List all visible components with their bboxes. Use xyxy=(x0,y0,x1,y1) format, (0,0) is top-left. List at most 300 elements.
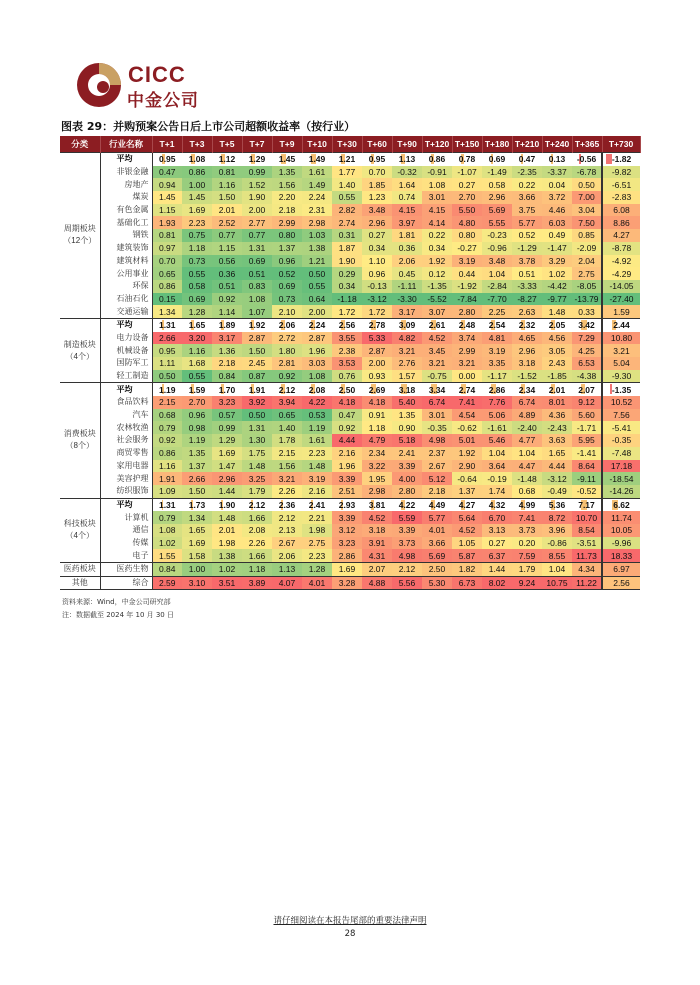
average-cell xyxy=(272,383,302,396)
heatmap-cell: 18.33 xyxy=(602,549,640,562)
industry-name: 国防军工 xyxy=(100,357,152,370)
table-row xyxy=(60,524,640,537)
heatmap-cell: -27.40 xyxy=(602,293,640,306)
heatmap-cell: -0.35 xyxy=(422,421,452,434)
heatmap-cell: 0.95 xyxy=(152,344,182,357)
heatmap-cell: 4.77 xyxy=(512,434,542,447)
heatmap-cell: 1.57 xyxy=(392,370,422,383)
heatmap-cell: 0.73 xyxy=(272,293,302,306)
heatmap-cell: -1.29 xyxy=(512,242,542,255)
heatmap-cell: 5.77 xyxy=(422,511,452,524)
heatmap-cell: 3.21 xyxy=(602,344,640,357)
table-row xyxy=(60,280,640,293)
heatmap-cell: 1.05 xyxy=(452,537,482,550)
heatmap-cell: 6.08 xyxy=(602,204,640,217)
table-header-row xyxy=(60,136,640,153)
average-value: 2.08 xyxy=(308,384,326,395)
average-value: 1.45 xyxy=(278,154,296,165)
header-t-180: T+180 xyxy=(482,136,512,153)
average-cell xyxy=(212,153,242,166)
heatmap-cell: 1.69 xyxy=(182,537,212,550)
average-cell xyxy=(332,383,362,396)
heatmap-cell: 1.03 xyxy=(302,229,332,242)
heatmap-cell: 0.79 xyxy=(152,421,182,434)
average-cell xyxy=(182,153,212,166)
heatmap-cell: 0.47 xyxy=(152,166,182,179)
heatmap-cell: -6.51 xyxy=(602,178,640,191)
heatmap-cell: 5.60 xyxy=(572,409,602,422)
heatmap-cell: 5.18 xyxy=(392,434,422,447)
heatmap-cell: 0.68 xyxy=(152,409,182,422)
heatmap-cell: 1.78 xyxy=(272,434,302,447)
heatmap-cell: 1.09 xyxy=(152,485,182,498)
logo-text-en: CICC xyxy=(128,62,186,87)
table-row xyxy=(60,344,640,357)
heatmap-cell: 0.50 xyxy=(152,370,182,383)
average-cell xyxy=(302,498,332,511)
heatmap-cell: 3.63 xyxy=(542,434,572,447)
average-cell xyxy=(242,383,272,396)
heatmap-cell: 4.52 xyxy=(362,511,392,524)
average-cell xyxy=(512,383,542,396)
heatmap-cell: 2.13 xyxy=(272,524,302,537)
table-row xyxy=(60,242,640,255)
average-cell xyxy=(302,318,332,331)
heatmap-cell: 0.50 xyxy=(242,409,272,422)
heatmap-cell: 1.87 xyxy=(332,242,362,255)
average-value: 2.54 xyxy=(488,320,506,331)
heatmap-cell: 2.52 xyxy=(212,216,242,229)
header-t-150: T+150 xyxy=(452,136,482,153)
heatmap-cell: 2.20 xyxy=(272,191,302,204)
average-value: 2.05 xyxy=(548,320,566,331)
average-cell xyxy=(542,383,572,396)
heatmap-cell: 4.01 xyxy=(302,576,332,590)
heatmap-cell: 1.04 xyxy=(542,563,572,577)
category-label: 医药板块 xyxy=(60,563,100,577)
heatmap-cell: 3.21 xyxy=(272,472,302,485)
average-cell xyxy=(452,153,482,166)
heatmap-cell: -0.23 xyxy=(482,229,512,242)
industry-name: 机械设备 xyxy=(100,344,152,357)
table-row xyxy=(60,511,640,524)
heatmap-cell: 1.04 xyxy=(482,447,512,460)
average-cell xyxy=(182,383,212,396)
heatmap-cell: 2.81 xyxy=(272,357,302,370)
heatmap-cell: 5.95 xyxy=(572,434,602,447)
heatmap-cell: 1.45 xyxy=(182,191,212,204)
heatmap-cell: 0.55 xyxy=(332,191,362,204)
table-row xyxy=(60,485,640,498)
heatmap-cell: 3.73 xyxy=(392,537,422,550)
heatmap-cell: 0.50 xyxy=(572,178,602,191)
heatmap-cell: 0.96 xyxy=(362,267,392,280)
heatmap-cell: 0.52 xyxy=(512,229,542,242)
industry-name: 公用事业 xyxy=(100,267,152,280)
heatmap-cell: 1.75 xyxy=(242,447,272,460)
average-value: 2.24 xyxy=(308,320,326,331)
category-label: 消费板块 （8个） xyxy=(60,383,100,498)
heatmap-cell: 0.80 xyxy=(272,229,302,242)
heatmap-cell: 1.21 xyxy=(302,255,332,268)
heatmap-cell: 1.18 xyxy=(242,563,272,577)
heatmap-cell: 3.35 xyxy=(482,357,512,370)
industry-name: 汽车 xyxy=(100,409,152,422)
average-value: 0.95 xyxy=(368,154,386,165)
heatmap-cell: 4.82 xyxy=(392,332,422,345)
table-row xyxy=(60,370,640,383)
heatmap-cell: 1.44 xyxy=(482,563,512,577)
average-value: 0.95 xyxy=(158,154,176,165)
heatmap-cell: -3.30 xyxy=(392,293,422,306)
average-value: 1.29 xyxy=(248,154,266,165)
heatmap-cell: 0.69 xyxy=(272,280,302,293)
heatmap-cell: 2.96 xyxy=(212,472,242,485)
heatmap-cell: 0.44 xyxy=(452,267,482,280)
heatmap-cell: -0.86 xyxy=(542,537,572,550)
heatmap-cell: -9.30 xyxy=(602,370,640,383)
heatmap-cell: 0.96 xyxy=(272,255,302,268)
heatmap-cell: -18.54 xyxy=(602,472,640,485)
heatmap-cell: 1.15 xyxy=(152,204,182,217)
heatmap-cell: -1.85 xyxy=(542,370,572,383)
heatmap-cell: 1.91 xyxy=(152,472,182,485)
average-cell xyxy=(182,498,212,511)
figure-title: 图表 29：并购预案公告日后上市公司超额收益率（按行业） xyxy=(61,120,356,133)
heatmap-cell: 3.18 xyxy=(362,524,392,537)
heatmap-cell: 0.00 xyxy=(452,370,482,383)
header-t-3: T+3 xyxy=(182,136,212,153)
heatmap-cell: 8.01 xyxy=(542,396,572,409)
heatmap-cell: -7.84 xyxy=(452,293,482,306)
heatmap-cell: 1.08 xyxy=(302,370,332,383)
heatmap-cell: 0.86 xyxy=(152,447,182,460)
average-cell xyxy=(242,318,272,331)
heatmap-cell: 5.01 xyxy=(452,434,482,447)
heatmap-cell: 0.86 xyxy=(152,280,182,293)
heatmap-cell: 0.51 xyxy=(512,267,542,280)
average-label: 平均 xyxy=(100,498,152,511)
heatmap-cell: 2.15 xyxy=(272,447,302,460)
heatmap-cell: 1.48 xyxy=(242,460,272,473)
average-cell xyxy=(482,383,512,396)
heatmap-cell: 4.56 xyxy=(542,332,572,345)
heatmap-cell: 1.02 xyxy=(542,267,572,280)
average-value: 1.73 xyxy=(188,499,206,510)
heatmap-cell: -0.13 xyxy=(362,280,392,293)
heatmap-cell: 1.35 xyxy=(392,409,422,422)
average-value: 1.12 xyxy=(218,154,236,165)
heatmap-cell: 1.50 xyxy=(242,344,272,357)
heatmap-cell: 3.23 xyxy=(212,396,242,409)
table-row xyxy=(60,191,640,204)
heatmap-cell: 3.17 xyxy=(392,305,422,318)
heatmap-cell: 4.36 xyxy=(542,409,572,422)
heatmap-cell: 3.39 xyxy=(332,472,362,485)
industry-name: 电子 xyxy=(100,549,152,562)
heatmap-cell: 0.68 xyxy=(512,485,542,498)
heatmap-cell: 0.20 xyxy=(512,537,542,550)
heatmap-cell: 3.19 xyxy=(452,255,482,268)
table-row xyxy=(60,229,640,242)
heatmap-cell: 5.56 xyxy=(392,576,422,590)
heatmap-cell: 10.80 xyxy=(602,332,640,345)
heatmap-cell: 1.92 xyxy=(422,255,452,268)
heatmap-cell: 5.40 xyxy=(392,396,422,409)
average-value: 0.47 xyxy=(518,154,536,165)
heatmap-cell: -4.92 xyxy=(602,255,640,268)
heatmap-cell: 3.64 xyxy=(482,460,512,473)
heatmap-cell: 4.27 xyxy=(602,229,640,242)
header-t-240: T+240 xyxy=(542,136,572,153)
heatmap-cell: 1.28 xyxy=(302,563,332,577)
heatmap-cell: 1.56 xyxy=(272,460,302,473)
average-cell xyxy=(332,318,362,331)
heatmap-cell: 1.48 xyxy=(302,460,332,473)
average-value: -1.35 xyxy=(611,384,632,395)
heatmap-cell: -1.71 xyxy=(572,421,602,434)
average-value: 1.89 xyxy=(218,320,236,331)
heatmap-cell: 1.74 xyxy=(482,485,512,498)
heatmap-cell: 3.21 xyxy=(392,344,422,357)
heatmap-cell: 4.34 xyxy=(572,563,602,577)
heatmap-cell: -2.40 xyxy=(512,421,542,434)
heatmap-cell: 2.96 xyxy=(482,191,512,204)
heatmap-cell: 4.79 xyxy=(362,434,392,447)
heatmap-cell: -3.12 xyxy=(542,472,572,485)
heatmap-cell: 1.13 xyxy=(272,563,302,577)
heatmap-cell: 3.48 xyxy=(482,255,512,268)
industry-name: 综合 xyxy=(100,576,152,590)
average-cell xyxy=(272,153,302,166)
heatmap-cell: 8.55 xyxy=(542,549,572,562)
table-row xyxy=(60,267,640,280)
heatmap-cell: 1.52 xyxy=(242,178,272,191)
heatmap-cell: -0.49 xyxy=(542,485,572,498)
heatmap-cell: 1.61 xyxy=(302,166,332,179)
heatmap-cell: 5.69 xyxy=(482,204,512,217)
heatmap-cell: 1.04 xyxy=(482,267,512,280)
heatmap-cell: 3.66 xyxy=(422,537,452,550)
legal-disclaimer-link[interactable] xyxy=(0,914,700,926)
average-cell xyxy=(542,153,572,166)
heatmap-cell: 2.41 xyxy=(392,447,422,460)
average-value: 4.22 xyxy=(398,499,416,510)
average-cell xyxy=(152,153,182,166)
heatmap-cell: 2.04 xyxy=(572,255,602,268)
heatmap-cell: 2.96 xyxy=(362,216,392,229)
heatmap-cell: 2.76 xyxy=(392,357,422,370)
average-value: -0.56 xyxy=(576,154,597,165)
heatmap-cell: -1.61 xyxy=(482,421,512,434)
average-value: 2.12 xyxy=(278,384,296,395)
heatmap-cell: 1.00 xyxy=(182,178,212,191)
heatmap-cell: 1.19 xyxy=(182,434,212,447)
heatmap-cell: 2.70 xyxy=(182,396,212,409)
heatmap-cell: 1.79 xyxy=(242,485,272,498)
heatmap-cell: 0.69 xyxy=(242,255,272,268)
heatmap-cell: 0.90 xyxy=(392,421,422,434)
heatmap-cell: 1.92 xyxy=(452,447,482,460)
heatmap-cell: 1.98 xyxy=(212,537,242,550)
header-industry: 行业名称 xyxy=(100,136,152,153)
heatmap-cell: 6.53 xyxy=(572,357,602,370)
average-cell xyxy=(512,318,542,331)
heatmap-cell: -9.77 xyxy=(542,293,572,306)
heatmap-cell: 0.93 xyxy=(362,370,392,383)
heatmap-cell: -0.27 xyxy=(452,242,482,255)
average-cell xyxy=(542,498,572,511)
heatmap-cell: 1.69 xyxy=(182,204,212,217)
average-value: 5.36 xyxy=(548,499,566,510)
heatmap-cell: -0.62 xyxy=(452,421,482,434)
heatmap-cell: 0.45 xyxy=(392,267,422,280)
heatmap-cell: 5.55 xyxy=(482,216,512,229)
heatmap-cell: 3.12 xyxy=(332,524,362,537)
heatmap-cell: 0.99 xyxy=(242,166,272,179)
heatmap-cell: -3.12 xyxy=(362,293,392,306)
heatmap-cell: -1.17 xyxy=(482,370,512,383)
average-value: 2.86 xyxy=(488,384,506,395)
heatmap-cell: 1.36 xyxy=(212,344,242,357)
heatmap-cell: -7.70 xyxy=(482,293,512,306)
average-value: -1.82 xyxy=(611,154,632,165)
table-row xyxy=(60,332,640,345)
average-cell xyxy=(422,498,452,511)
average-cell xyxy=(602,498,640,511)
heatmap-cell: 0.49 xyxy=(542,229,572,242)
average-value: 1.08 xyxy=(188,154,206,165)
heatmap-cell: 1.08 xyxy=(422,178,452,191)
heatmap-cell: -3.37 xyxy=(542,166,572,179)
table-row xyxy=(60,216,640,229)
heatmap-cell: 4.46 xyxy=(542,204,572,217)
table-row xyxy=(60,549,640,562)
heatmap-cell: 1.29 xyxy=(212,434,242,447)
table-row xyxy=(60,576,640,590)
heatmap-cell: 1.61 xyxy=(302,434,332,447)
source-note: 资料来源：Wind，中金公司研究部 xyxy=(62,598,171,606)
heatmap-cell: 1.44 xyxy=(212,485,242,498)
heatmap-cell: 1.31 xyxy=(242,242,272,255)
table-row xyxy=(60,460,640,473)
average-cell xyxy=(242,498,272,511)
heatmap-cell: 0.85 xyxy=(572,229,602,242)
heatmap-cell: 3.73 xyxy=(512,524,542,537)
heatmap-cell: 11.73 xyxy=(572,549,602,562)
average-value: 2.01 xyxy=(548,384,566,395)
heatmap-cell: 1.16 xyxy=(152,460,182,473)
average-row xyxy=(60,318,640,331)
average-cell xyxy=(392,383,422,396)
heatmap-cell: 1.59 xyxy=(602,305,640,318)
average-cell xyxy=(512,153,542,166)
table-row xyxy=(60,472,640,485)
heatmap-cell: 2.96 xyxy=(512,344,542,357)
average-cell xyxy=(542,318,572,331)
heatmap-cell: 2.26 xyxy=(272,485,302,498)
heatmap-cell: 4.44 xyxy=(542,460,572,473)
heatmap-cell: 2.07 xyxy=(362,563,392,577)
header-t-210: T+210 xyxy=(512,136,542,153)
table-row xyxy=(60,563,640,577)
category-label: 制造板块 （4个） xyxy=(60,318,100,382)
average-cell xyxy=(422,383,452,396)
heatmap-cell: 0.34 xyxy=(422,242,452,255)
heatmap-cell: 1.40 xyxy=(332,178,362,191)
heatmap-cell: -2.83 xyxy=(602,191,640,204)
table-row xyxy=(60,434,640,447)
heatmap-cell: 1.38 xyxy=(302,242,332,255)
heatmap-cell: 6.97 xyxy=(602,563,640,577)
heatmap-cell: 5.77 xyxy=(512,216,542,229)
table-row xyxy=(60,357,640,370)
industry-name: 商贸零售 xyxy=(100,447,152,460)
average-value: 2.41 xyxy=(308,499,326,510)
heatmap-cell: 2.51 xyxy=(332,485,362,498)
heatmap-cell: 10.05 xyxy=(602,524,640,537)
heatmap-cell: -13.79 xyxy=(572,293,602,306)
average-value: 4.99 xyxy=(518,499,536,510)
heatmap-cell: 4.44 xyxy=(332,434,362,447)
heatmap-cell: 2.34 xyxy=(362,447,392,460)
heatmap-cell: 1.16 xyxy=(212,178,242,191)
heatmap-cell: 1.48 xyxy=(212,511,242,524)
heatmap-cell: 0.12 xyxy=(422,267,452,280)
heatmap-cell: 0.79 xyxy=(152,511,182,524)
heatmap-cell: 0.70 xyxy=(152,255,182,268)
heatmap-cell: 10.52 xyxy=(602,396,640,409)
average-cell xyxy=(482,318,512,331)
heatmap-cell: 8.02 xyxy=(482,576,512,590)
average-value: 1.91 xyxy=(248,384,266,395)
industry-name: 纺织服饰 xyxy=(100,485,152,498)
heatmap-cell: 3.17 xyxy=(212,332,242,345)
heatmap-cell: 2.99 xyxy=(452,344,482,357)
heatmap-cell: -4.29 xyxy=(602,267,640,280)
heatmap-cell: 3.74 xyxy=(452,332,482,345)
heatmap-cell: 2.67 xyxy=(272,537,302,550)
heatmap-cell: 0.53 xyxy=(302,409,332,422)
heatmap-cell: 5.33 xyxy=(362,332,392,345)
heatmap-cell: 2.23 xyxy=(302,549,332,562)
average-cell xyxy=(482,153,512,166)
heatmap-cell: -1.48 xyxy=(512,472,542,485)
heatmap-cell: 7.50 xyxy=(572,216,602,229)
heatmap-cell: 2.01 xyxy=(212,524,242,537)
heatmap-cell: 0.58 xyxy=(182,280,212,293)
heatmap-cell: -2.09 xyxy=(572,242,602,255)
average-cell xyxy=(212,498,242,511)
heatmap-cell: 17.18 xyxy=(602,460,640,473)
heatmap-cell: -5.52 xyxy=(422,293,452,306)
heatmap-cell: 1.34 xyxy=(152,305,182,318)
heatmap-cell: 0.52 xyxy=(272,267,302,280)
industry-name: 美容护理 xyxy=(100,472,152,485)
header-t-9: T+9 xyxy=(272,136,302,153)
average-value: 1.31 xyxy=(158,499,176,510)
heatmap-cell: 7.29 xyxy=(572,332,602,345)
heatmap-cell: 1.18 xyxy=(362,421,392,434)
average-cell xyxy=(602,318,640,331)
heatmap-cell: 4.47 xyxy=(512,460,542,473)
industry-name: 医药生物 xyxy=(100,563,152,577)
heatmap-cell: 0.94 xyxy=(152,178,182,191)
heatmap-cell: -9.11 xyxy=(572,472,602,485)
heatmap-cell: 0.56 xyxy=(212,255,242,268)
heatmap-cell: -2.43 xyxy=(542,421,572,434)
average-cell xyxy=(362,383,392,396)
